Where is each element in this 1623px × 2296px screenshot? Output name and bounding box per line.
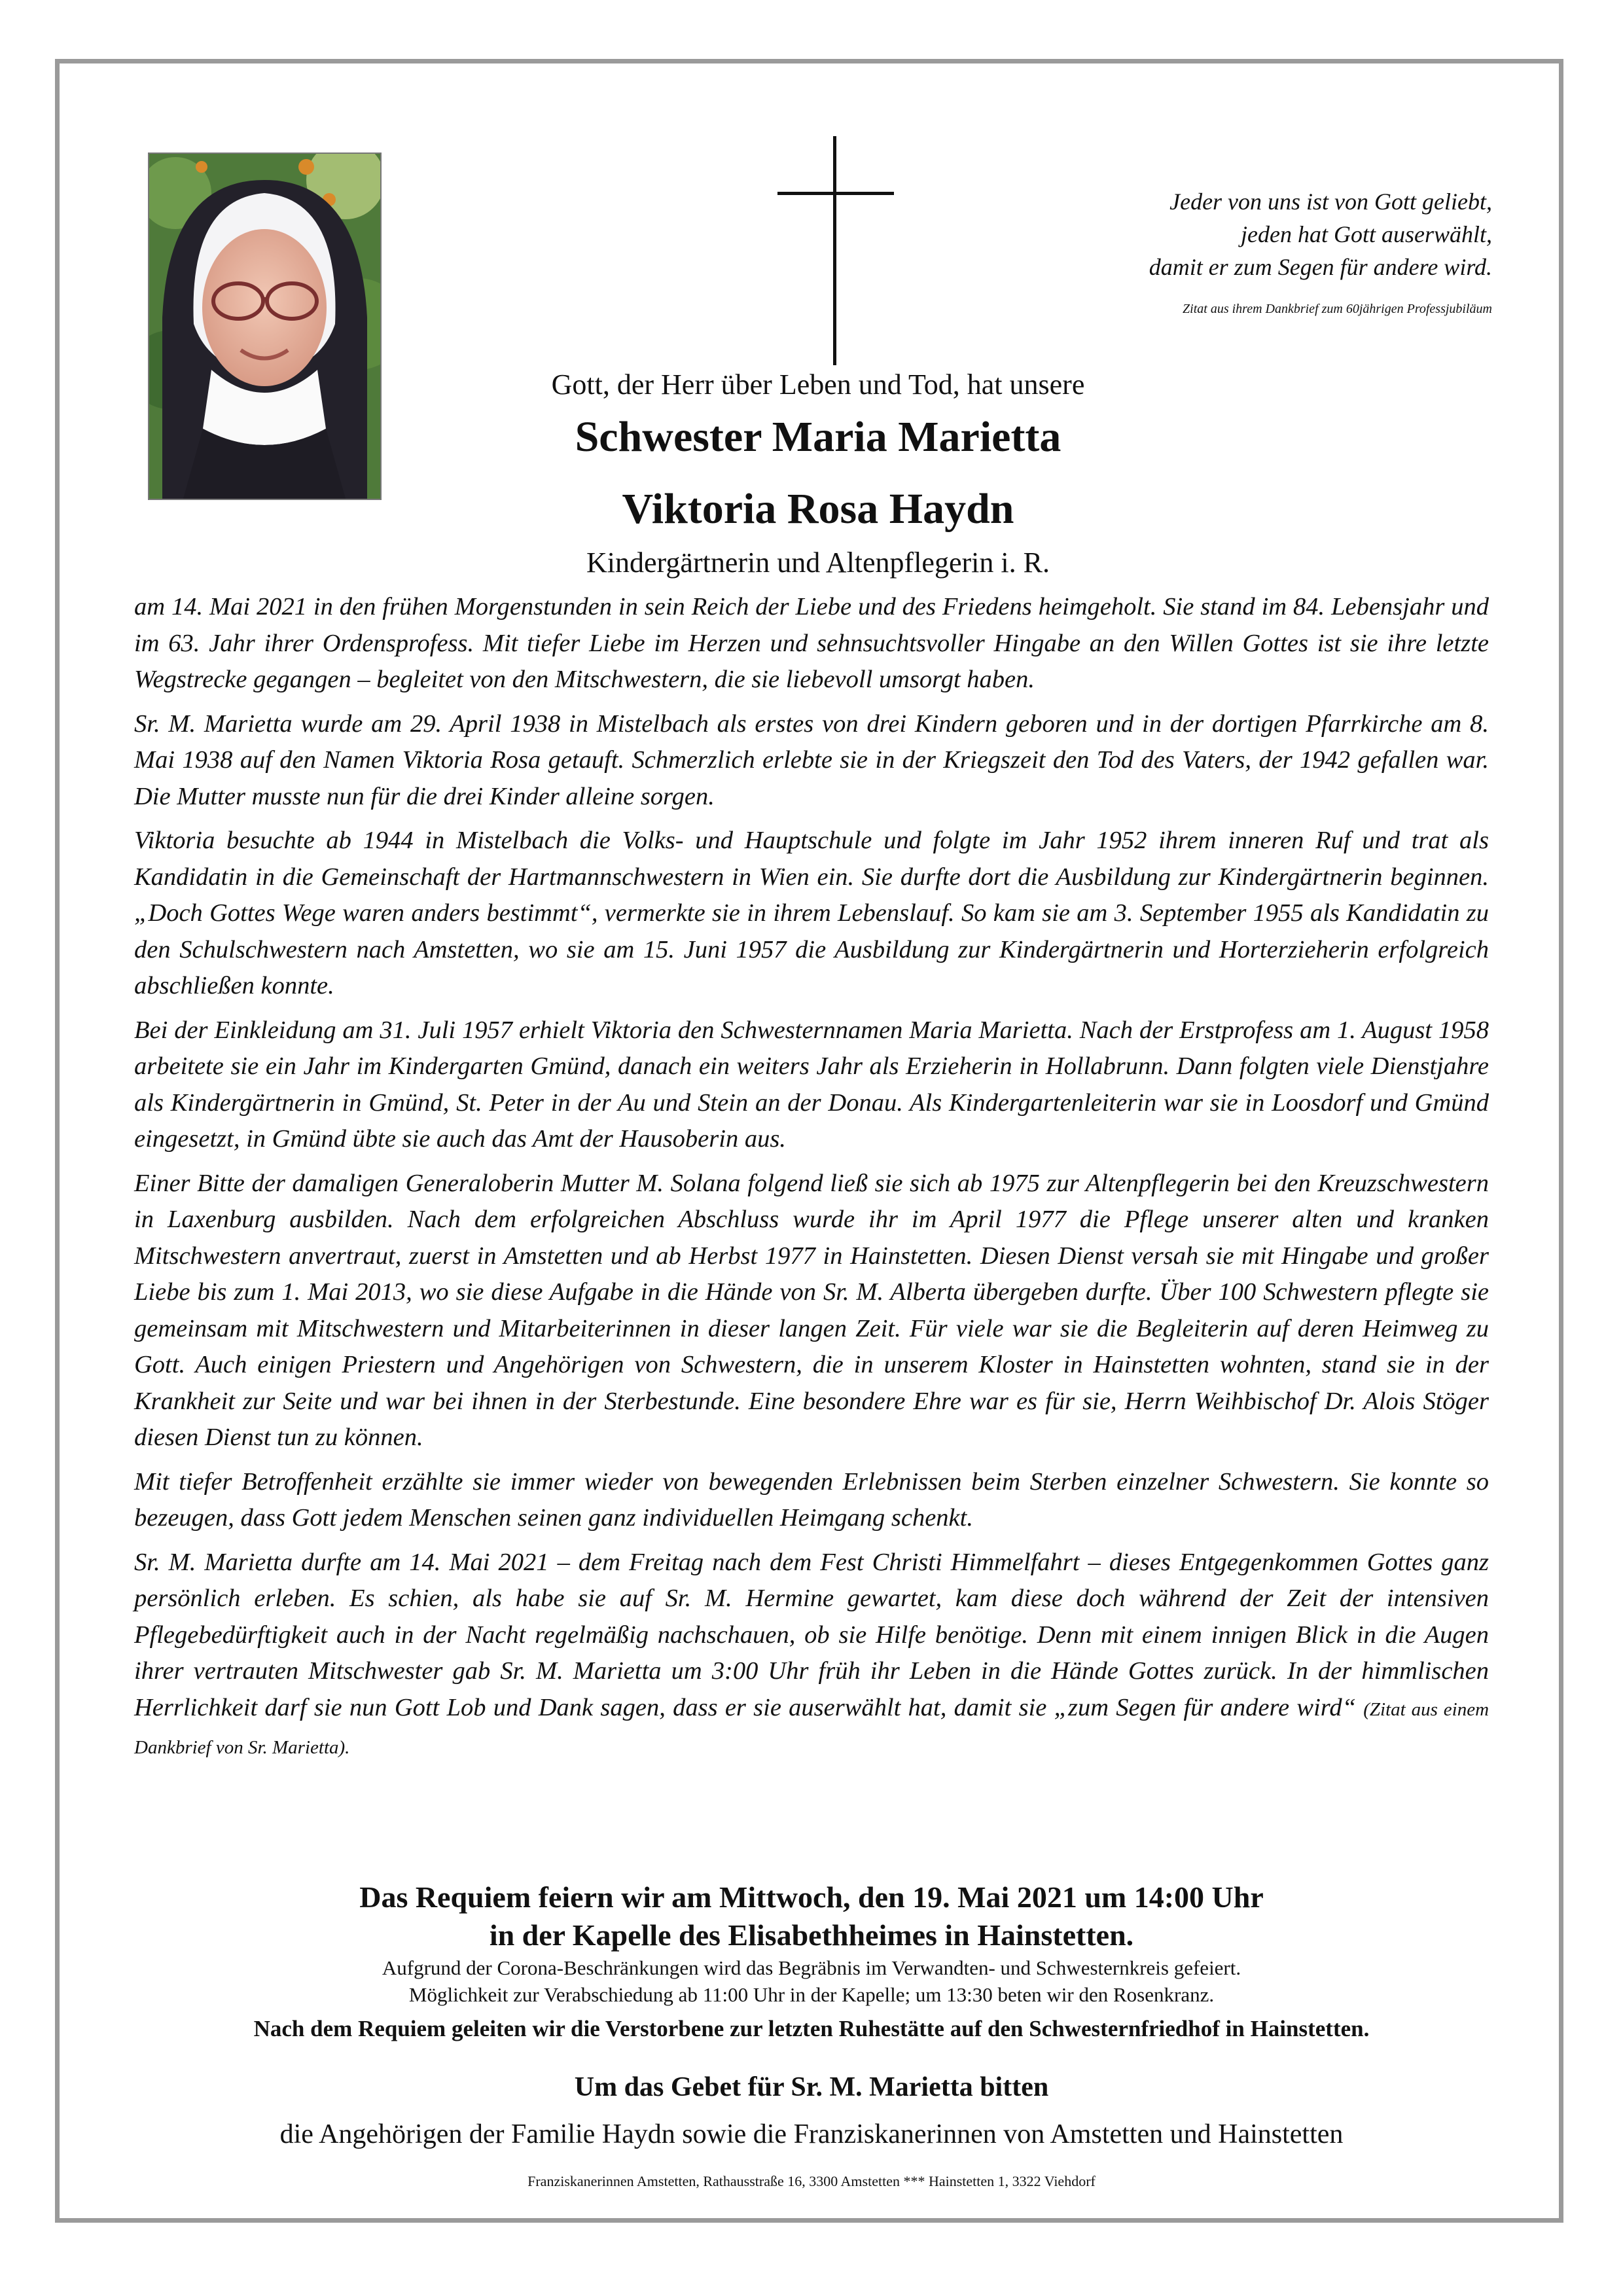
cross-icon xyxy=(833,136,836,365)
quote-line: Jeder von uns ist von Gott geliebt, xyxy=(1169,188,1492,215)
family-signature: die Angehörigen der Familie Haydn sowie die Franziskanerinnen von Amstetten und Hainstetten xyxy=(279,2119,1344,2149)
quote-line: damit er zum Segen für andere wird. xyxy=(1149,254,1492,280)
funeral-details xyxy=(131,1878,1492,2191)
paragraph: Mit tiefer Betroffenheit erzählte sie immer wieder von bewegenden Erlebnissen beim Sterben einzelner Schwestern. Sie konnte so bezeugen, dass Gott jedem Menschen seinen ganz individuellen Heimgang schenkt. xyxy=(134,1467,1489,1532)
cross-bar xyxy=(777,192,894,195)
corona-note: Aufgrund der Corona-Beschränkungen wird das Begräbnis im Verwandten- und Schwesternkreis gefeiert. xyxy=(382,1956,1241,1979)
footer-address: Franziskanerinnen Amstetten, Rathausstraße 16, 3300 Amstetten *** Hainstetten 1, 3322 Viehdorf xyxy=(527,2173,1096,2189)
paragraph-last xyxy=(134,1545,1489,1767)
paragraph-text: Sr. M. Marietta durfte am 14. Mai 2021 – dem Freitag nach dem Fest Christi Himmelfahrt – dieses Entgegenkommen Gottes ganz persönlich erleben. Es schien, als habe sie auf Sr. M. Hermine gewartet, kam diese doch während der Zeit der intensiven Pflegebedürftigkeit auch in der Nacht regelmäßig nachschauen, ob sie Hilfe benötige. Denn mit einem innigen Blick in die Augen ihrer vertrauten Mitschwester gab Sr. M. Marietta um 3:00 Uhr früh ihr Leben in die Hände Gottes zurück. In der himmlischen Herrlichkeit darf sie nun Gott Lob und Dank sagen, dass er sie auserwählt hat, damit sie „zum Segen für andere wird“ xyxy=(134,1548,1489,1721)
citation-note: (Zitat aus einem Dankbrief von Sr. Marietta). xyxy=(134,1698,1489,1758)
burial-note: Nach dem Requiem geleiten wir die Verstorbene zur letzten Ruhestätte auf den Schwesternfriedhof in Hainstetten. xyxy=(253,2016,1370,2041)
motto-quote xyxy=(1021,185,1492,319)
quote-line: jeden hat Gott auserwählt, xyxy=(1241,221,1492,247)
requiem-line-2: in der Kapelle des Elisabethheimes in Hainstetten. xyxy=(489,1918,1134,1952)
paragraph: Einer Bitte der damaligen Generaloberin Mutter M. Solana folgend ließ sie sich ab 1975 zur Altenpflegerin bei den Kreuzschwestern in Laxenburg ausbilden. Nach dem erfolgreichen Abschluss wurde ihr im April 1977 die Pflege unserer alten und kranken Mitschwestern anvertraut, zuerst in Amstetten und ab Herbst 1977 in Hainstetten. Diesen Dienst versah sie mit Hingabe und großer Liebe bis zum 1. Mai 2013, wo sie diese Aufgabe in die Hände von Sr. M. Alberta übergeben durfte. Über 100 Schwestern pflegte sie gemeinsam mit Mitschwestern und Mitarbeiterinnen in dieser langen Zeit. Für viele war sie die Begleiterin auf deren Heimweg zu Gott. Auch einigen Priestern und Angehörigen von Schwestern, die in unserem Kloster in Hainstetten wohnten, stand sie in der Krankheit zur Seite und war bei ihnen in der Sterbestunde. Eine besondere Ehre war es für sie, Herrn Weihbischof Dr. Alois Stöger diesen Dienst tun zu können. xyxy=(134,1169,1489,1451)
requiem-line-1: Das Requiem feiern wir am Mittwoch, den 19. Mai 2021 um 14:00 Uhr xyxy=(359,1880,1264,1914)
deceased-name-line1: Schwester Maria Marietta xyxy=(575,413,1061,461)
paragraph: Sr. M. Marietta wurde am 29. April 1938 in Mistelbach als erstes von drei Kindern geboren und in der dortigen Pfarrkirche am 8. Mai 1938 auf den Namen Viktoria Rosa getauft. Schmerzlich erlebte sie in der Kriegszeit den Tod des Vaters, der 1942 gefallen war. Die Mutter musste nun für die drei Kinder alleine sorgen. xyxy=(134,709,1489,810)
paragraph: Viktoria besuchte ab 1944 in Mistelbach die Volks- und Hauptschule und folgte im Jahr 1952 ihrem inneren Ruf und trat als Kandidatin in die Gemeinschaft der Hartmannschwestern in Wien ein. Sie durfte dort die Ausbildung zur Kindergärtnerin beginnen. „Doch Gottes Wege waren anders bestimmt“, vermerkte sie in ihrem Lebenslauf. So kam sie am 3. September 1955 als Kandidatin zu den Schulschwestern nach Amstetten, wo sie am 15. Juni 1957 die Ausbildung zur Kindergärtnerin und Horterzieherin erfolgreich abschließen konnte. xyxy=(134,827,1489,999)
paragraph: Bei der Einkleidung am 31. Juli 1957 erhielt Viktoria den Schwesternnamen Maria Marietta. Nach der Erstprofess am 1. August 1958 arbeitete sie ein Jahr im Kindergarten Gmünd, danach ein weiters Jahr als Erzieherin in Hollabrunn. Dann folgten viele Dienstjahre als Kindergärtnerin in Gmünd, St. Peter in der Au und Stein an der Donau. Als Kindergartenleiterin war sie in Loosdorf und Gmünd eingesetzt, in Gmünd übte sie auch das Amt der Hausoberin aus. xyxy=(134,1016,1489,1153)
quote-source: Zitat aus ihrem Dankbrief zum 60jährigen Professjubiläum xyxy=(1183,302,1492,316)
obituary-text xyxy=(134,589,1489,1774)
farewell-note: Möglichkeit zur Verabschiedung ab 11:00 Uhr in der Kapelle; um 13:30 beten wir den Rosenkranz. xyxy=(408,1983,1215,2006)
prayer-request: Um das Gebet für Sr. M. Marietta bitten xyxy=(574,2072,1049,2102)
portrait-photo xyxy=(148,152,382,500)
profession: Kindergärtnerin und Altenpflegerin i. R. xyxy=(586,547,1050,579)
deceased-name-line2: Viktoria Rosa Haydn xyxy=(622,485,1014,533)
paragraph: am 14. Mai 2021 in den frühen Morgenstunden in sein Reich der Liebe und des Friedens heimgeholt. Sie stand im 84. Lebensjahr und im 63. Jahr ihrer Ordensprofess. Mit tiefer Liebe im Herzen und sehnsuchtsvoller Hingabe an den Willen Gottes ist sie ihre letzte Wegstrecke gegangen – begleitet von den Mitschwestern, die sie liebevoll umsorgt haben. xyxy=(134,593,1489,693)
intro-line: Gott, der Herr über Leben und Tod, hat unsere xyxy=(551,368,1085,401)
